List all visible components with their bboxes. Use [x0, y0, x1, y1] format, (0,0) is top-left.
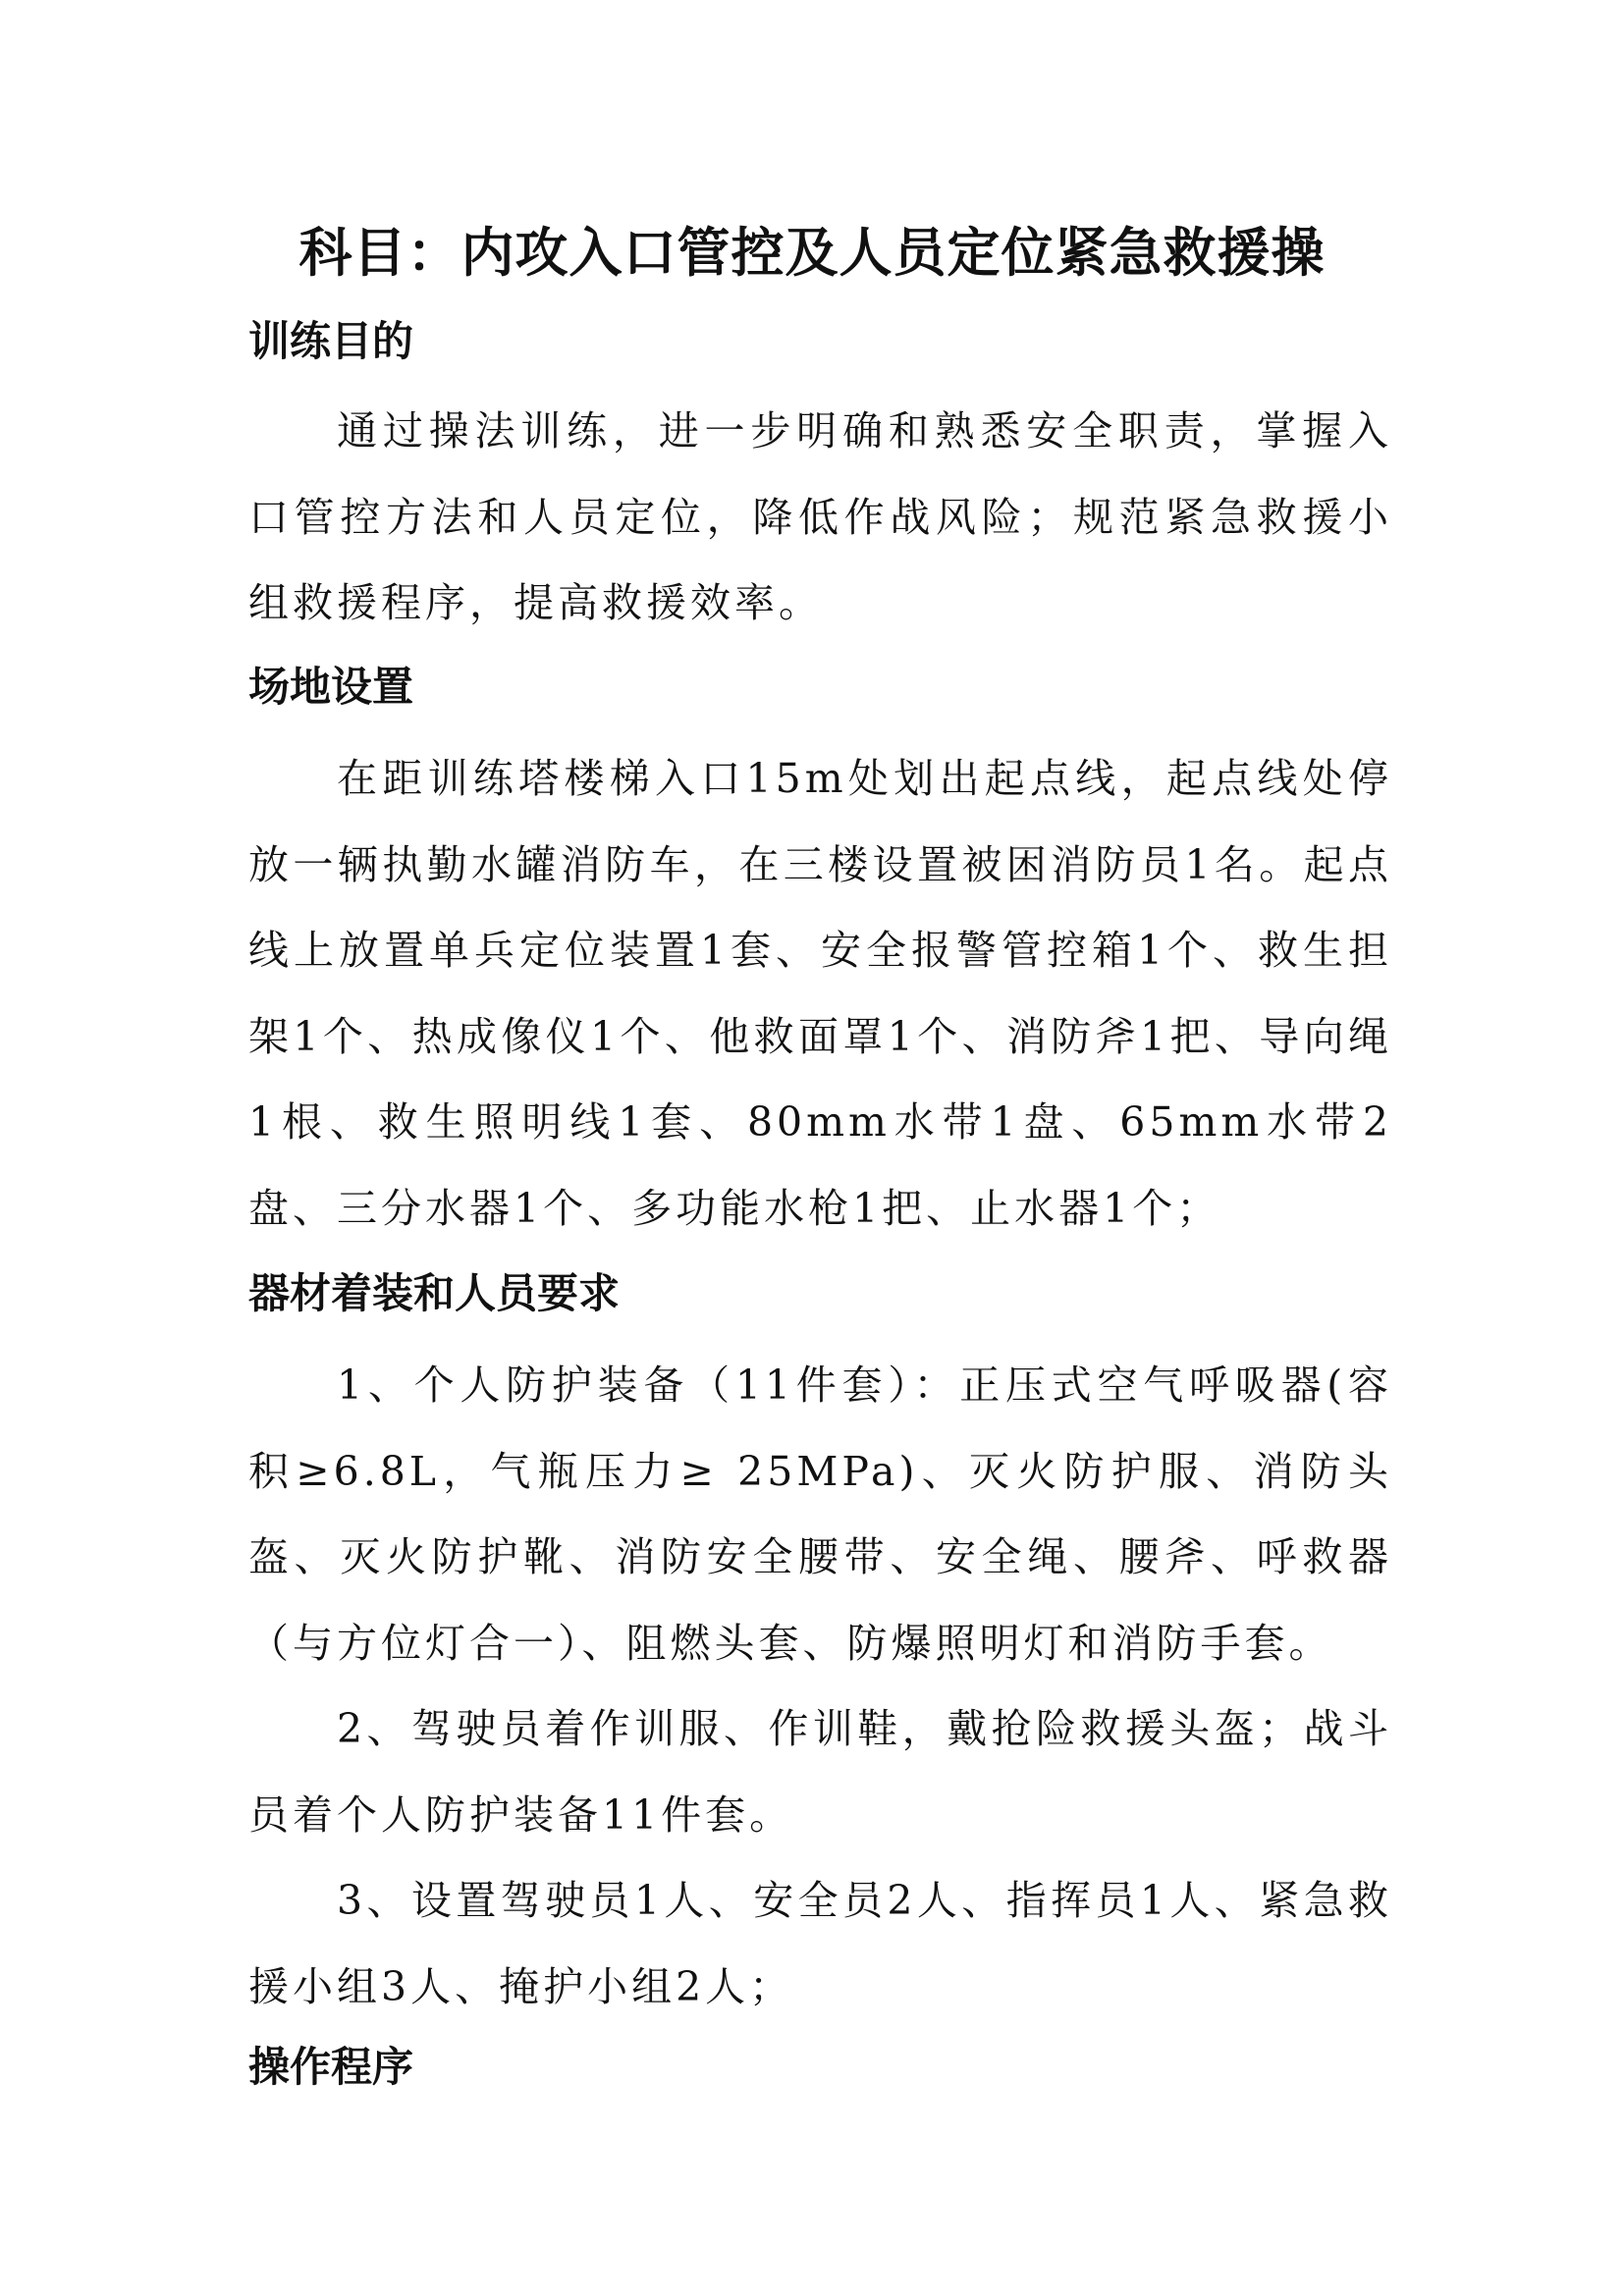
section-heading-site-setup: 场地设置 — [248, 663, 414, 711]
paragraph-site-setup: 在距训练塔楼梯入口15m处划出起点线，起点线处停放一辆执勤水罐消防车，在三楼设置被困消防员1名。起点线上放置单兵定位装置1套、安全报警管控箱1个、救生担架1个、热成像仪1个、他救面罩1个、消防斧1把、导向绳1根、救生照明线1套、80mm水带1盘、65mm水带2盘、三分水器1个、多功能水枪1把、止水器1个； — [248, 755, 1392, 1232]
paragraph-staffing: 3、设置驾驶员1人、安全员2人、指挥员1人、紧急救援小组3人、掩护小组2人； — [248, 1877, 1392, 2010]
section-heading-operating-procedure: 操作程序 — [248, 2043, 414, 2091]
paragraph-training-purpose: 通过操法训练，进一步明确和熟悉安全职责，掌握入口管控方法和人员定位，降低作战风险；规范紧急救援小组救援程序，提高救援效率。 — [248, 407, 1392, 626]
section-heading-training-purpose: 训练目的 — [248, 317, 414, 365]
paragraph-driver-attire: 2、驾驶员着作训服、作训鞋，戴抢险救援头盔；战斗员着个人防护装备11件套。 — [248, 1705, 1392, 1839]
paragraph-protective-equipment: 1、个人防护装备（11件套）：正压式空气呼吸器(容积≥6.8L，气瓶压力≥ 25MPa)、灭火防护服、消防头盔、灭火防护靴、消防安全腰带、安全绳、腰斧、呼救器（与方位灯合一）、阻燃头套、防爆照明灯和消防手套。 — [248, 1362, 1392, 1667]
section-heading-equipment-personnel: 器材着装和人员要求 — [248, 1269, 621, 1317]
document-title: 科目：内攻入口管控及人员定位紧急救援操 — [298, 222, 1326, 284]
